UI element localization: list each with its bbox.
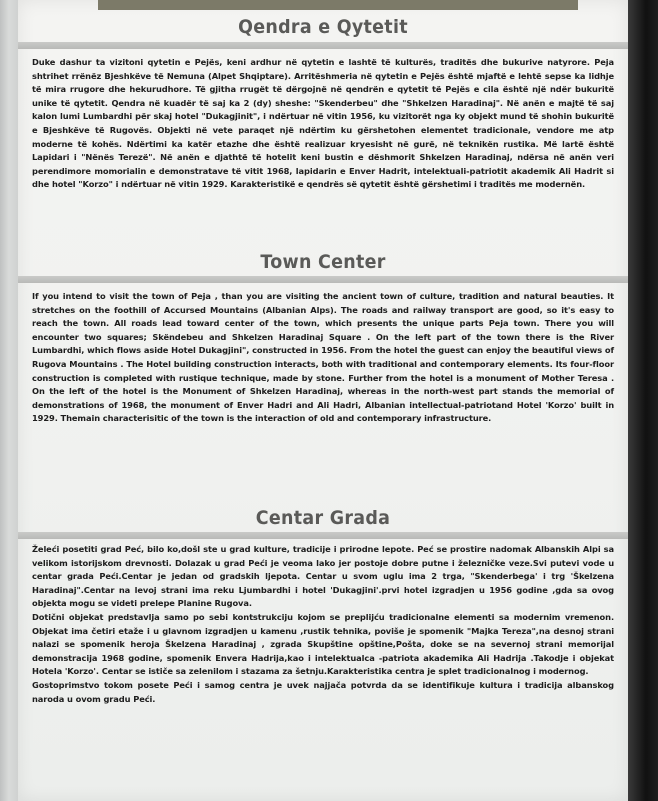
paragraph-text: Gostoprimstvo tokom posete Peći i samog centra je uvek najjača potvrda da se identifikuje kultura i tradicija albanskog naroda u ovom gradu Peći. <box>32 679 614 704</box>
paragraph-text: If you intend to visit the town of Peja , than you are visiting the ancient town of culture, tradition and natural beauties. It stretches on the foothill of Accursed Mountains (Albanian Alps). The roads and railway transport are good, so it's easy to reach the town. All roads lead toward center of the town, which presents the unique parts Peja town. There you will encounter two squares; Skëndebeu and Shkelzen Haradinaj Square . On the left part of the town there is the River Lumbardhi, which flows aside Hotel Dukagjini", constructed in 1956. From the hotel the guest can enjoy the beautiful views of Rugova Mountains . The Hotel building construction interacts, both with traditional and contemporary elements. Its four-floor construction is completed with rustique technique, made by stone. Further from the hotel is a monument of Mother Teresa . On the left of the hotel is the Monument of Shkelzen Haradinaj, whereas in the north-west part stands the memorial of demonstrations of 1968, the monument of Enver Hadri and Ali Hadri, Albanian intellectual-patriotand Hotel 'Korzo' built in 1929. Themain characterisitic of the town is the interaction of old and contemporary infrastructure. <box>32 291 614 424</box>
frame-right-edge <box>628 0 658 801</box>
paragraph-text: Duke dashur ta vizitoni qytetin e Pejës, keni ardhur në qytetin e lashtë të kulturës, traditës dhe bukurive natyrore. Peja shtrihet rrënëz Bjeshkëve të Nemuna (Alpet Shqiptare). Arritëshmeria në qytetin e Pejës është mjaftë e lehtë sepse ka lidhje të mira rrugore dhe hekurudhore. Të gjitha rrugët të dërgojnë në qendrën e qytetit të Pejës e cila është një ndër bukuritë unike të qytetit. Qendra në kuadër të saj ka 2 (dy) sheshe: "Skenderbeu" dhe "Shkelzen Haradinaj". Në anën e majtë të saj kalon lumi Lumbardhi për skaj hotel "Dukagjinit", i ndërtuar në vitin 1956, ku vizitorët nga ky objekt mund të shohin bukuritë e Bjeshkëve të Rugovës. Objekti në vete paraqet një ndërtim ku gërshetohen elementet tradicionale, vendore me atp moderne të kohës. Ndërtimi ka katër etazhe dhe është realizuar kryesisht në gurë, në teknikën rustika. Më lartë është Lapidari i "Nënës Terezë". Në anën e djathtë të hotelit keni bustin e dëshmorit Shkelzen Haradinaj, ndërsa në anën veri perendimore momorialin e demonstratave të vitit 1968, lapidarin e Enver Hadrit, intelektuali-patriotit akademik Ali Hadrit si dhe hotel "Korzo" i ndërtuar në vitin 1929. Karakteristikë e qendrës së qytetit është gërshetimi i traditës me modernën. <box>32 57 614 190</box>
paragraph-english <box>32 290 614 426</box>
paragraph-albanian <box>32 56 614 192</box>
section-title-town-center: Town Center <box>260 251 386 273</box>
divider-2 <box>18 276 628 283</box>
paragraph-text: Dotični objekat predstavlja samo po sebi kontstrukciju kojom se preplijću tradicionalne elementi sa modernim vremenon. Objekat ima četiri etaže i u glavnom izgradjen u kamenu ,rustik tehnika, poviše je spomenik "Majka Tereza",na desnoj strani nalazi se spomenik heroja Škelzena Haradinaj , zgrada Skupštine opštine,Pošta, doke se na severnoj strani memorijal demonstracija 1968 godine, spomenik Envera Hadrija,kao i intelektualca -patriota akademika Ali Hadrija .Takodje i objekat Hotela 'Korzo'. Centar se ističe sa zelenilom i stazama za šetnju.Karakteristika centra je splet tradicionalnog i modernog. <box>32 611 614 677</box>
top-strip <box>98 0 578 10</box>
section-title-qendra: Qendra e Qytetit <box>238 16 408 38</box>
paragraph-serbian <box>32 543 614 706</box>
section-title-centar-grada: Centar Grada <box>255 507 391 529</box>
paragraph-text: Želeći posetiti grad Peć, bilo ko,došl ste u grad kulture, tradicije i prirodne lepote. Peć se prostire nadomak Albanskih Alpi sa velikom istorijskom drevnosti. Dolazak u grad Peći je veoma lako jer postoje dobre putne i železničke veze.Svi putevi vode u centar grada Peći.Centar je jedan od gradskih ljepota. Centar u svom uglu ima 2 trga, "Skenderbega' i trg 'Škelzena Haradinaj".Centar na levoj strani ima reku Ljumbardhi i hotel 'Dukagjini'.prvi hotel izgradjen u 1956 godine ,gda sa ovog objekta mogu se videti prelepe Planine Rugova. <box>32 544 614 609</box>
frame-left-edge <box>0 0 18 801</box>
divider-1 <box>18 42 628 49</box>
divider-3 <box>18 532 628 539</box>
info-board <box>18 0 628 801</box>
